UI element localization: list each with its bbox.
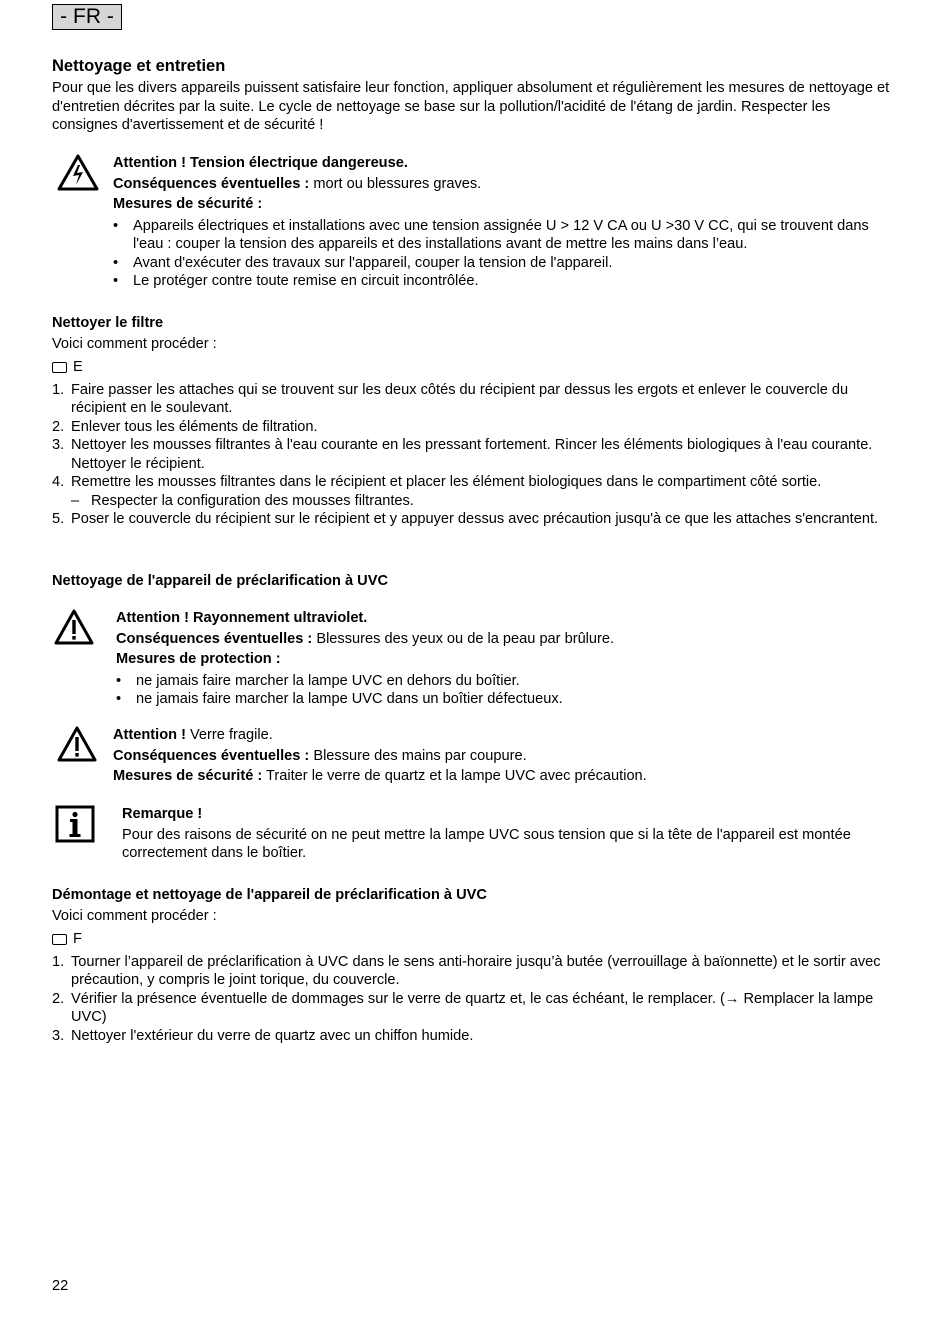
consequences-label: Conséquences éventuelles : [113,175,310,192]
procedure-intro: Voici comment procéder : [52,335,217,352]
section-title: Nettoyer le filtre [52,315,164,331]
warning-title: Attention ! Tension électrique dangereuse. [113,155,408,171]
steps-list [52,381,892,529]
section-title: Démontage et nettoyage de l'appareil de préclarification à UVC [52,887,487,903]
measures-list [116,672,886,709]
step-text: Enlever tous les éléments de filtration. [71,418,318,435]
measures-label: Mesures de protection : [116,651,281,667]
step-number: 1. [52,953,65,970]
step-number: 1. [52,381,65,398]
list-item [52,953,892,990]
glass-warning [113,726,893,786]
step-number: 3. [52,1027,65,1044]
intro-section [52,56,892,135]
note-text: Pour des raisons de sécurité on ne peut mettre la lampe UVC sous tension que si la tête de l'appareil est montée correctement dans le boîtier. [122,826,851,861]
list-item: • Appareils électriques et installations avec une tension assignée U > 12 V CA ou U >30 V CC, qui se trouvent dans l'eau : couper la tension des appareils et des installations avant de mettre les mains dans l’eau. [113,217,893,254]
consequences-text: mort ou blessures graves. [309,175,482,192]
procedure-intro: Voici comment procéder : [52,907,217,924]
step-number: 3. [52,437,65,453]
step-text: Poser le couvercle du récipient sur le récipient et y appuyer dessus avec précaution jusqu'à ce que les attaches s'encrantent. [71,511,879,527]
measures-label: Mesures de sécurité : [113,768,263,784]
step-number: 2. [52,418,65,435]
uv-warning [116,609,886,709]
dismantle-section [52,886,892,1045]
sub-step-text: Respecter la configuration des mousses filtrantes. [91,492,414,509]
info-icon [55,805,95,843]
figure-label: E [73,359,83,375]
figure-label: F [73,931,82,947]
sub-step [71,492,892,511]
list-item: • ne jamais faire marcher la lampe UVC en dehors du boîtier. [116,672,886,691]
step-text: Tourner l’appareil de préclarification à UVC dans le sens anti-horaire jusqu’à butée (verrouillage à baïonnette) et le sortir avec précaution, y compris le joint torique, du couvercle. [71,953,881,988]
list-item [52,381,892,418]
list-item [52,510,892,529]
warning-triangle-icon [54,609,94,645]
list-item [52,436,892,473]
list-item [52,418,892,437]
warning-title-rest: Verre fragile. [185,727,273,743]
step-text: Remettre les mousses filtrantes dans le récipient et placer les élément biologiques dans le compartiment côté sortie. [71,474,822,490]
electric-hazard-icon [57,154,99,191]
electric-warning [113,154,893,291]
measures-label: Mesures de sécurité : [113,196,263,212]
step-text: Vérifier la présence éventuelle de dommages sur le verre de quartz et, le cas échéant, le remplacer. (→ Remplacer la lampe UVC) [71,990,874,1025]
section-title: Nettoyage et entretien [52,57,226,75]
consequences-label: Conséquences éventuelles : [113,747,310,764]
warning-title: Attention ! Rayonnement ultraviolet. [116,610,368,626]
warning-triangle-icon [57,726,97,762]
step-number: 4. [52,474,65,490]
section-title: Nettoyage de l'appareil de préclarification à UVC [52,573,388,589]
list-item: • Le protéger contre toute remise en circuit incontrôlée. [113,272,893,291]
step-number: 5. [52,511,65,527]
figure-icon [52,934,67,945]
step-text: Nettoyer les mousses filtrantes à l'eau courante en les pressant fortement. Rincer les éléments biologiques à l'eau courante. Nettoyer le récipient. [71,437,873,472]
list-item [52,473,892,510]
list-item: • Avant d'exécuter des travaux sur l'appareil, couper la tension de l'appareil. [113,254,893,273]
step-text: Faire passer les attaches qui se trouvent sur les deux côtés du récipient par dessus les ergots et enlever le couvercle du récipient en le soulevant. [71,381,849,416]
figure-icon [52,362,67,373]
note-title: Remarque ! [122,806,203,822]
steps-list [52,953,892,1046]
page-number: 22 [52,1278,69,1294]
consequences-text: Blessure des mains par coupure. [309,747,527,764]
figure-reference [52,930,892,949]
warning-title: Attention ! [113,727,186,743]
consequences-label: Conséquences éventuelles : [116,630,313,647]
measures-list [113,217,893,291]
note-box [122,805,892,863]
list-item [52,1027,892,1046]
language-tag: - FR - [52,4,122,30]
filter-section [52,314,892,529]
list-item [52,990,892,1027]
measures-text: Traiter le verre de quartz et la lampe UVC avec précaution. [262,768,647,784]
sub-dash: – [71,492,80,509]
figure-reference [52,358,892,377]
step-number: 2. [52,990,65,1007]
list-item: • ne jamais faire marcher la lampe UVC dans un boîtier défectueux. [116,690,886,709]
step-text: Nettoyer l'extérieur du verre de quartz avec un chiffon humide. [71,1027,474,1044]
uvc-cleaning-section [52,572,892,591]
consequences-text: Blessures des yeux ou de la peau par brûlure. [312,630,615,647]
intro-paragraph: Pour que les divers appareils puissent satisfaire leur fonction, appliquer absolument et régulièrement les mesures de nettoyage et d'entretien décrites par la suite. Le cycle de nettoyage se base sur la pollution/l'acidité de l'étang de jardin. Respecter les consignes d'avertissement et de sécurité ! [52,80,890,133]
